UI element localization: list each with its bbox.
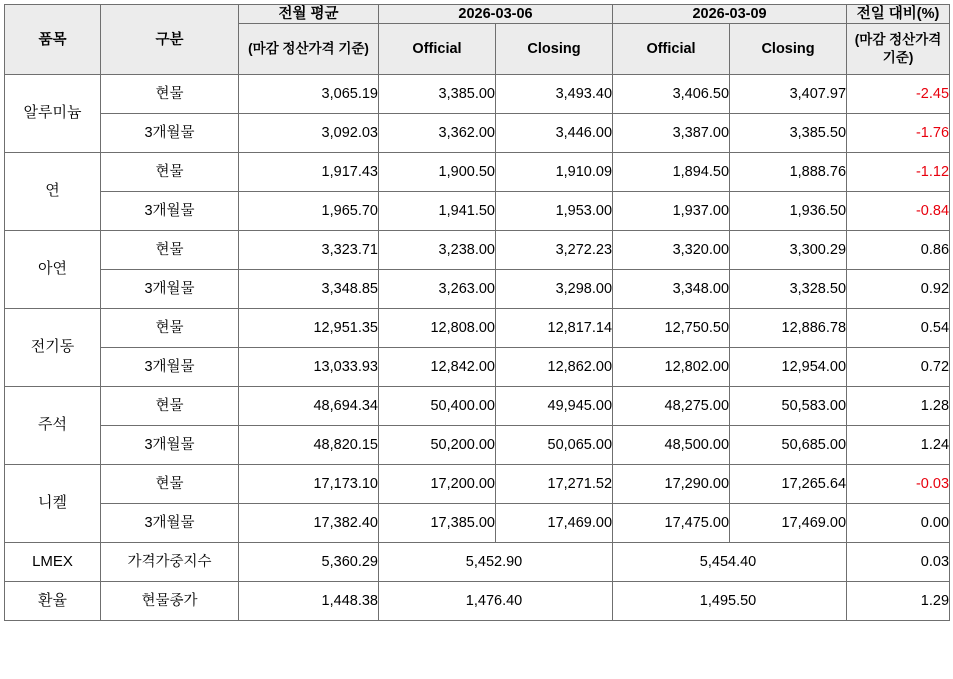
cell-date2-official: 48,275.00 <box>613 387 730 426</box>
cell-change: -1.76 <box>847 114 950 153</box>
cell-kind: 현물 <box>101 309 239 348</box>
cell-date1-closing: 12,862.00 <box>496 348 613 387</box>
cell-date1-closing: 3,272.23 <box>496 231 613 270</box>
header-change: 전일 대비(%) <box>847 5 950 24</box>
header-change-note <box>847 24 950 75</box>
table-body <box>5 75 950 621</box>
cell-date1-official: 3,385.00 <box>379 75 496 114</box>
header-kind: 구분 <box>101 5 239 75</box>
cell-date1-official: 12,842.00 <box>379 348 496 387</box>
cell-date1-official: 3,238.00 <box>379 231 496 270</box>
header-date-1-official: Official <box>379 24 496 75</box>
cell-date2-official: 3,406.50 <box>613 75 730 114</box>
cell-date1-official: 1,900.50 <box>379 153 496 192</box>
cell-date1-official: 3,362.00 <box>379 114 496 153</box>
cell-change: 1.29 <box>847 582 950 621</box>
cell-date1-official: 3,263.00 <box>379 270 496 309</box>
cell-kind: 3개월물 <box>101 192 239 231</box>
cell-item: 아연 <box>5 231 101 309</box>
table-row <box>5 114 950 153</box>
header-date-2-official: Official <box>613 24 730 75</box>
cell-change: -0.03 <box>847 465 950 504</box>
table-row <box>5 231 950 270</box>
cell-change: 0.86 <box>847 231 950 270</box>
cell-prev-month-avg: 3,323.71 <box>239 231 379 270</box>
cell-item: LMEX <box>5 543 101 582</box>
cell-date2-value: 1,495.50 <box>613 582 847 621</box>
cell-date2-official: 12,750.50 <box>613 309 730 348</box>
cell-date1-closing: 3,446.00 <box>496 114 613 153</box>
cell-date2-official: 17,475.00 <box>613 504 730 543</box>
cell-date2-closing: 50,583.00 <box>730 387 847 426</box>
cell-prev-month-avg: 3,348.85 <box>239 270 379 309</box>
cell-item: 주석 <box>5 387 101 465</box>
table-row <box>5 387 950 426</box>
cell-change: -0.84 <box>847 192 950 231</box>
header-prev-month-avg: 전월 평균 <box>239 5 379 24</box>
cell-kind: 3개월물 <box>101 270 239 309</box>
cell-date2-closing: 12,954.00 <box>730 348 847 387</box>
cell-date2-official: 12,802.00 <box>613 348 730 387</box>
header-item: 품목 <box>5 5 101 75</box>
cell-date1-closing: 1,953.00 <box>496 192 613 231</box>
cell-change: 0.54 <box>847 309 950 348</box>
table-row <box>5 504 950 543</box>
cell-kind: 현물 <box>101 465 239 504</box>
cell-kind: 3개월물 <box>101 504 239 543</box>
cell-date1-closing: 1,910.09 <box>496 153 613 192</box>
table-row <box>5 192 950 231</box>
table-row <box>5 426 950 465</box>
cell-date1-closing: 12,817.14 <box>496 309 613 348</box>
cell-date2-closing: 3,300.29 <box>730 231 847 270</box>
cell-date2-official: 3,348.00 <box>613 270 730 309</box>
cell-date1-value: 1,476.40 <box>379 582 613 621</box>
cell-date1-official: 50,400.00 <box>379 387 496 426</box>
header-date-1-closing: Closing <box>496 24 613 75</box>
table-row <box>5 348 950 387</box>
cell-kind: 3개월물 <box>101 426 239 465</box>
header-prev-month-avg-note <box>239 24 379 75</box>
cell-date2-value: 5,454.40 <box>613 543 847 582</box>
cell-change: 0.03 <box>847 543 950 582</box>
cell-date2-official: 48,500.00 <box>613 426 730 465</box>
cell-prev-month-avg: 17,173.10 <box>239 465 379 504</box>
cell-prev-month-avg: 1,917.43 <box>239 153 379 192</box>
header-row-1 <box>5 5 950 24</box>
cell-item: 니켈 <box>5 465 101 543</box>
cell-kind: 현물 <box>101 75 239 114</box>
cell-prev-month-avg: 48,820.15 <box>239 426 379 465</box>
cell-change: 0.72 <box>847 348 950 387</box>
cell-date1-official: 50,200.00 <box>379 426 496 465</box>
cell-date2-closing: 50,685.00 <box>730 426 847 465</box>
lme-price-table <box>4 4 950 621</box>
header-date-2: 2026-03-09 <box>613 5 847 24</box>
cell-date1-value: 5,452.90 <box>379 543 613 582</box>
cell-change: 1.24 <box>847 426 950 465</box>
cell-date2-official: 1,894.50 <box>613 153 730 192</box>
cell-kind: 현물 <box>101 153 239 192</box>
table-row <box>5 543 950 582</box>
cell-prev-month-avg: 13,033.93 <box>239 348 379 387</box>
header-date-2-closing: Closing <box>730 24 847 75</box>
cell-date2-closing: 1,888.76 <box>730 153 847 192</box>
cell-date2-closing: 17,469.00 <box>730 504 847 543</box>
cell-item: 환율 <box>5 582 101 621</box>
table-row <box>5 582 950 621</box>
table-row <box>5 75 950 114</box>
cell-change: 0.92 <box>847 270 950 309</box>
cell-change: 0.00 <box>847 504 950 543</box>
cell-date2-closing: 3,328.50 <box>730 270 847 309</box>
table-row <box>5 465 950 504</box>
cell-kind: 현물종가 <box>101 582 239 621</box>
table-row <box>5 309 950 348</box>
cell-kind: 현물 <box>101 387 239 426</box>
table-row <box>5 270 950 309</box>
cell-date2-official: 3,320.00 <box>613 231 730 270</box>
cell-kind: 가격가중지수 <box>101 543 239 582</box>
table-header <box>5 5 950 75</box>
cell-date1-closing: 17,469.00 <box>496 504 613 543</box>
cell-date2-closing: 12,886.78 <box>730 309 847 348</box>
header-change-note-text: (마감 정산가격 기준) <box>854 31 942 66</box>
cell-date1-official: 1,941.50 <box>379 192 496 231</box>
cell-prev-month-avg: 48,694.34 <box>239 387 379 426</box>
cell-change: -2.45 <box>847 75 950 114</box>
cell-kind: 3개월물 <box>101 114 239 153</box>
cell-kind: 3개월물 <box>101 348 239 387</box>
cell-date1-official: 17,200.00 <box>379 465 496 504</box>
cell-date1-official: 17,385.00 <box>379 504 496 543</box>
cell-date1-closing: 3,298.00 <box>496 270 613 309</box>
cell-date2-closing: 17,265.64 <box>730 465 847 504</box>
cell-item: 알루미늄 <box>5 75 101 153</box>
cell-change: -1.12 <box>847 153 950 192</box>
cell-date2-official: 3,387.00 <box>613 114 730 153</box>
cell-date2-closing: 3,385.50 <box>730 114 847 153</box>
cell-prev-month-avg: 1,965.70 <box>239 192 379 231</box>
cell-date2-official: 1,937.00 <box>613 192 730 231</box>
cell-item: 전기동 <box>5 309 101 387</box>
cell-prev-month-avg: 17,382.40 <box>239 504 379 543</box>
cell-prev-month-avg: 3,092.03 <box>239 114 379 153</box>
cell-prev-month-avg: 3,065.19 <box>239 75 379 114</box>
cell-item: 연 <box>5 153 101 231</box>
cell-prev-month-avg: 12,951.35 <box>239 309 379 348</box>
header-date-1: 2026-03-06 <box>379 5 613 24</box>
header-prev-month-avg-note-text: (마감 정산가격 기준) <box>248 41 369 57</box>
cell-date2-closing: 3,407.97 <box>730 75 847 114</box>
cell-change: 1.28 <box>847 387 950 426</box>
cell-date1-closing: 49,945.00 <box>496 387 613 426</box>
cell-date2-closing: 1,936.50 <box>730 192 847 231</box>
cell-date1-closing: 50,065.00 <box>496 426 613 465</box>
cell-prev-month-avg: 5,360.29 <box>239 543 379 582</box>
cell-date1-official: 12,808.00 <box>379 309 496 348</box>
table-row <box>5 153 950 192</box>
cell-date1-closing: 17,271.52 <box>496 465 613 504</box>
cell-date2-official: 17,290.00 <box>613 465 730 504</box>
cell-kind: 현물 <box>101 231 239 270</box>
cell-date1-closing: 3,493.40 <box>496 75 613 114</box>
cell-prev-month-avg: 1,448.38 <box>239 582 379 621</box>
